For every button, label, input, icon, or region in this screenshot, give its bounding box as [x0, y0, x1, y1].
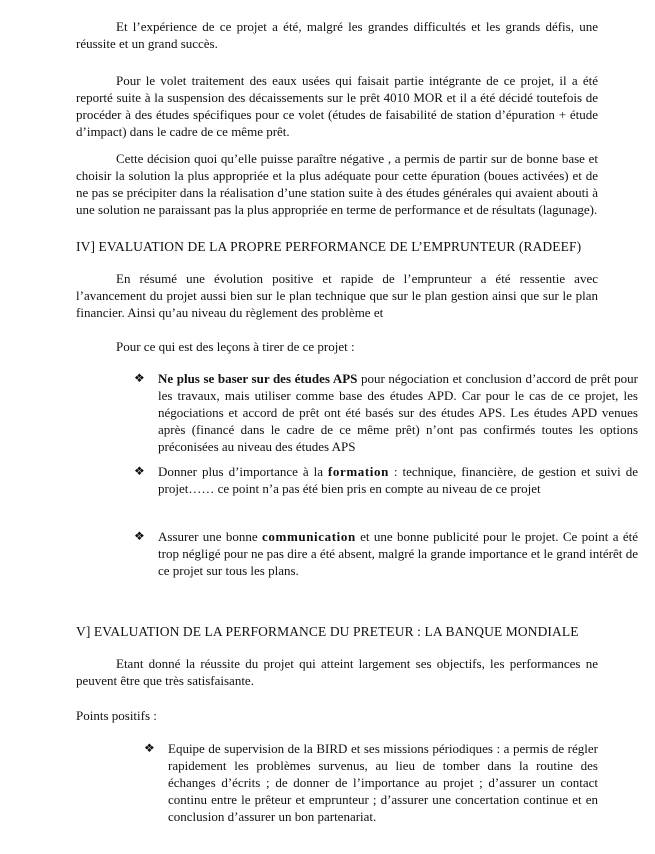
- section-heading-v: V] EVALUATION DE LA PERFORMANCE DU PRETEUR : LA BANQUE MONDIALE: [76, 624, 579, 639]
- bullet-diamond-icon: ❖: [144, 741, 155, 755]
- bullet-training: [134, 463, 638, 497]
- bullet-diamond-icon: ❖: [134, 371, 145, 385]
- section-heading-iv: IV] EVALUATION DE LA PROPRE PERFORMANCE DE L’EMPRUNTEUR (RADEEF): [76, 239, 582, 254]
- paragraph-decision: Cette décision quoi qu’elle puisse paraître négative , a permis de partir sur de bonne base et choisir la solution la plus appropriée et la plus adéquate pour cette épuration (boues activées) et de ne pas se précipiter dans la réalisation d’une station suite à des études générales qui avaient abouti à une solution ne paraissant pas la plus appropriée en terme de performance et de résultats (lagunage).: [76, 151, 598, 217]
- bullet-communication: [134, 528, 638, 579]
- bullet-text: pour négociation et conclusion d’accord de prêt pour les travaux, mais utiliser comme base des études APD. Car pour le cas de ce projet, les négociations et accord de prêt ont été basés sur des études APS. Les études APD venues après (financé dans le cadre de ce même prêt) n’ont pas confirmés toutes les options préconisées au niveau des études APS: [158, 371, 638, 454]
- paragraph-lender-performance: Etant donné la réussite du projet qui atteint largement ses objectifs, les performances ne peuvent être que très satisfaisante.: [76, 656, 598, 688]
- bullet-emphasis: Ne plus se baser sur des études APS: [158, 371, 358, 386]
- bullet-diamond-icon: ❖: [134, 529, 145, 543]
- paragraph-lessons-intro: Pour ce qui est des leçons à tirer de ce projet :: [116, 339, 355, 354]
- bullet-text: Assurer une bonne: [158, 529, 263, 544]
- bullet-text: Equipe de supervision de la BIRD et ses missions périodiques : a permis de régler rapidement les problèmes survenus, au lieu de tomber dans la routine des échanges d’écrits ; de donner de l’importance au projet ; d’assurer un contact continu entre le prêteur et emprunteur ; d’assurer une concertation continue et en conclusion d’assurer un bon partenariat.: [168, 741, 598, 824]
- bullet-text: : technique, financière, de gestion et suivi de projet…… ce point n’a pas été bien pris en compte au niveau de ce projet: [158, 464, 638, 496]
- bullet-text: et une bonne publicité pour le projet. Ce point a été trop négligé pour ne pas dire a été absent, malgré la grande importance et le grand intérêt de ce projet sur tous les plans.: [158, 529, 638, 578]
- bullet-emphasis: formation: [327, 464, 389, 479]
- paragraph-positive-points: Points positifs :: [76, 708, 157, 723]
- bullet-supervision-team: [144, 740, 598, 825]
- bullet-text: Donner plus d’importance à la: [158, 464, 328, 479]
- bullet-aps-studies: [134, 370, 638, 455]
- paragraph-borrower-summary: En résumé une évolution positive et rapide de l’emprunteur a été ressentie avec l’avancement du projet aussi bien sur le plan technique que sur le plan gestion ainsi que sur le plan financier. Ainsi qu’au niveau du règlement des problème et: [76, 271, 598, 320]
- paragraph-project-success: Et l’expérience de ce projet a été, malgré les grandes difficultés et les grands défis, une réussite et un grand succès.: [76, 19, 598, 51]
- bullet-diamond-icon: ❖: [134, 464, 145, 478]
- paragraph-wastewater-treatment: Pour le volet traitement des eaux usées qui faisait partie intégrante de ce projet, il a été reporté suite à la suspension des décaissements sur le prêt 4010 MOR et il a été décidé toutefois de procéder à des études spécifiques pour ce volet (études de faisabilité de station d’épuration + étude d’impact) dans le cadre de ce même prêt.: [76, 73, 598, 139]
- bullet-emphasis: communication: [262, 529, 356, 544]
